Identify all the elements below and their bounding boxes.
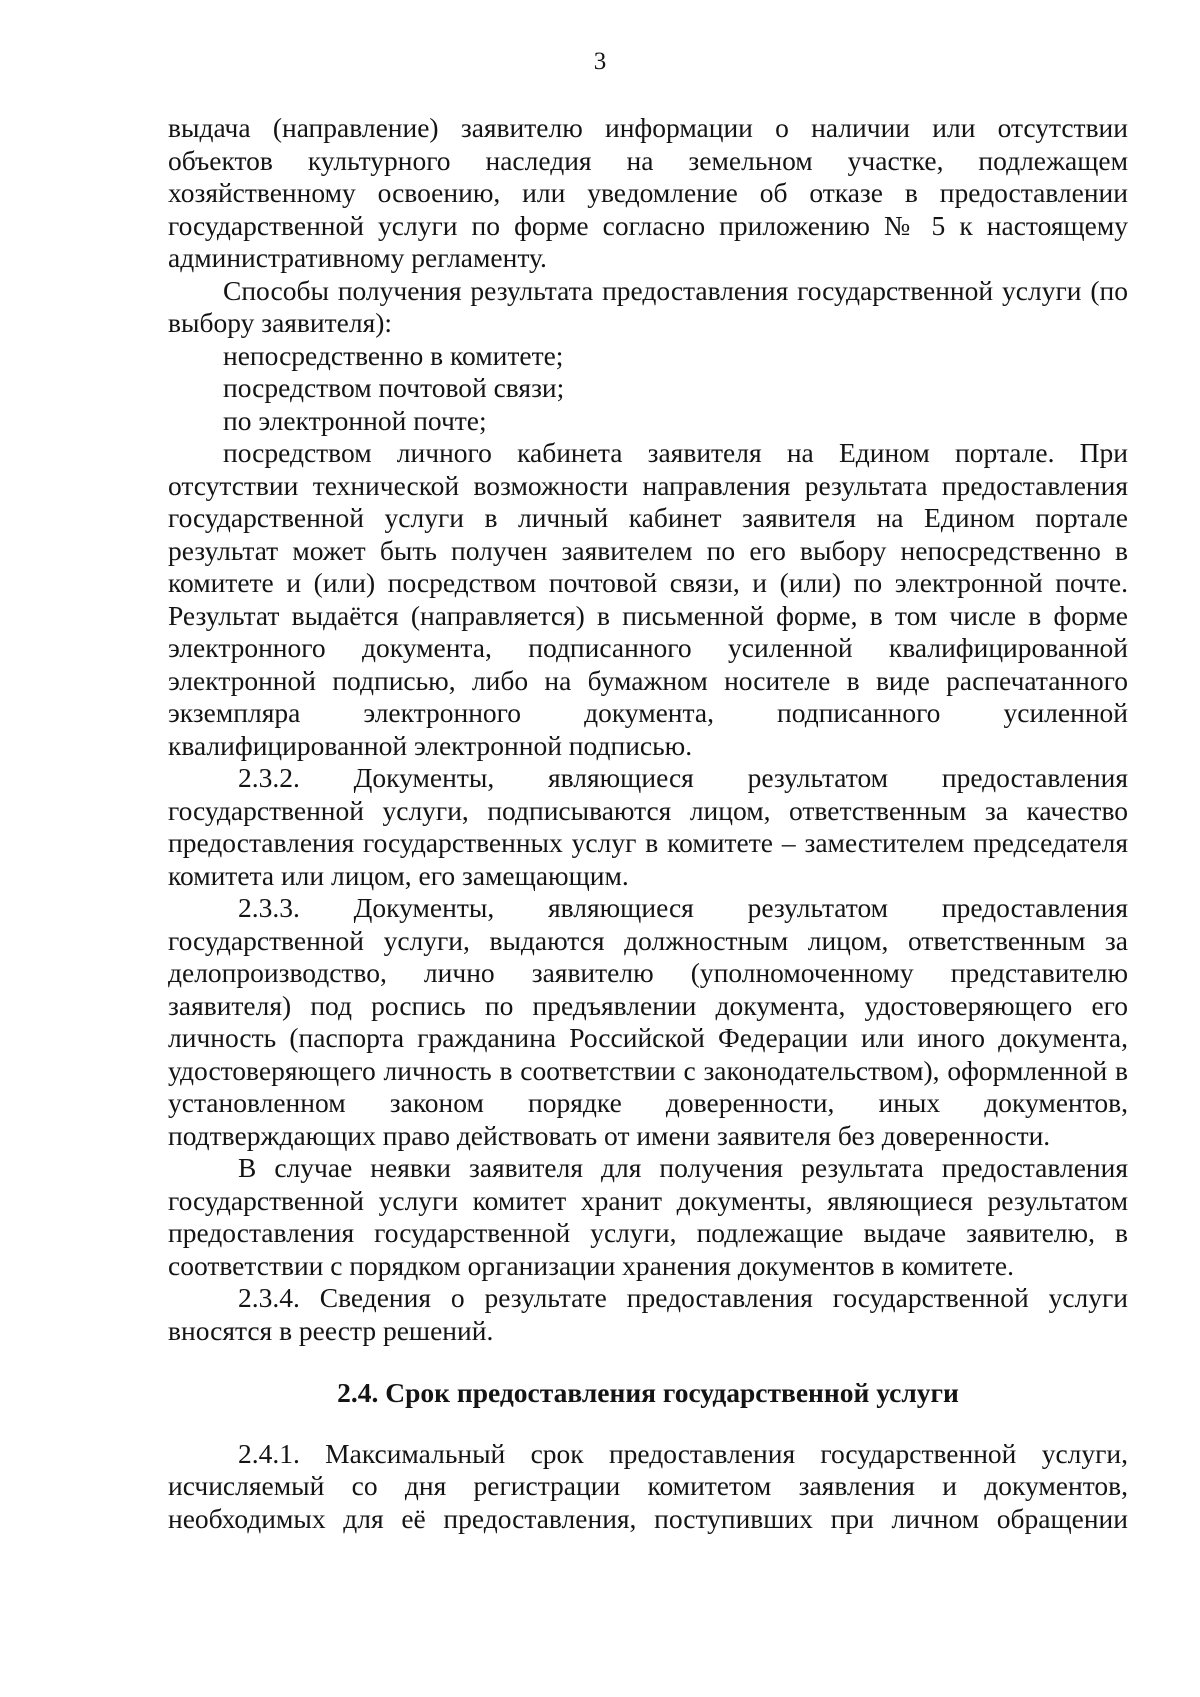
document-body <box>168 112 1128 1535</box>
list-item-email: по электронной почте; <box>223 404 487 436</box>
page-number: 3 <box>593 48 607 75</box>
list-item-personal-account: посредством личного кабинета заявителя на Едином портале. При отсутствии технической возможности направления результата предоставления государственной услуги в личный кабинет заявителя на Едином портале результат может быть получен заявителем по его выбору непосредственно в комитете и (или) посредством почтовой связи, и (или) по электронной почте. Результат выдаётся (направляется) в письменной форме, в том числе в форме электронного документа, подписанного усиленной квалифицированной электронной подписью, либо на бумажном носителе в виде распечатанного экземпляра электронного документа, подписанного усиленной квалифицированной электронной подписью. <box>168 437 1128 761</box>
section-heading-2-4: 2.4. Срок предоставления государственной услуги <box>337 1377 959 1408</box>
paragraph-2-3-4: 2.3.4. Сведения о результате предоставления государственной услуги вносятся в реестр решений. <box>168 1282 1128 1346</box>
paragraph-receipt-methods: Способы получения результата предоставления государственной услуги (по выбору заявителя): <box>168 274 1128 338</box>
paragraph-2-4-1: 2.4.1. Максимальный срок предоставления государственной услуги, исчисляемый со дня регистрации комитетом заявления и документов, необходимых для её предоставления, поступивших при личном обращении <box>168 1437 1128 1534</box>
paragraph-2-3-3: 2.3.3. Документы, являющиеся результатом предоставления государственной услуги, выдаются должностным лицом, ответственным за делопроизводство, лично заявителю (уполномоченному представителю заявителя) под роспись по предъявлении документа, удостоверяющего его личность (паспорта гражданина Российской Федерации или иного документа, удостоверяющего личность в соответствии с законодательством), оформленной в установленном законом порядке доверенности, иных документов, подтверждающих право действовать от имени заявителя без доверенности. <box>168 892 1128 1151</box>
paragraph-result-issuance: выдача (направление) заявителю информации о наличии или отсутствии объектов культурного наследия на земельном участке, подлежащем хозяйственному освоению, или уведомление об отказе в предоставлении государственной услуги по форме согласно приложению № 5 к настоящему административному регламенту. <box>168 112 1128 273</box>
paragraph-non-appearance: В случае неявки заявителя для получения результата предоставления государственной услуги комитет хранит документы, являющиеся результатом предоставления государственной услуги, подлежащие выдаче заявителю, в соответствии с порядком организации хранения документов в комитете. <box>168 1152 1128 1281</box>
paragraph-2-3-2: 2.3.2. Документы, являющиеся результатом предоставления государственной услуги, подписываются лицом, ответственным за качество предоставления государственных услуг в комитете – заместителем председателя комитета или лицом, его замещающим. <box>168 762 1128 891</box>
list-item-postal: посредством почтовой связи; <box>223 372 565 403</box>
list-item-in-committee: непосредственно в комитете; <box>223 339 564 371</box>
